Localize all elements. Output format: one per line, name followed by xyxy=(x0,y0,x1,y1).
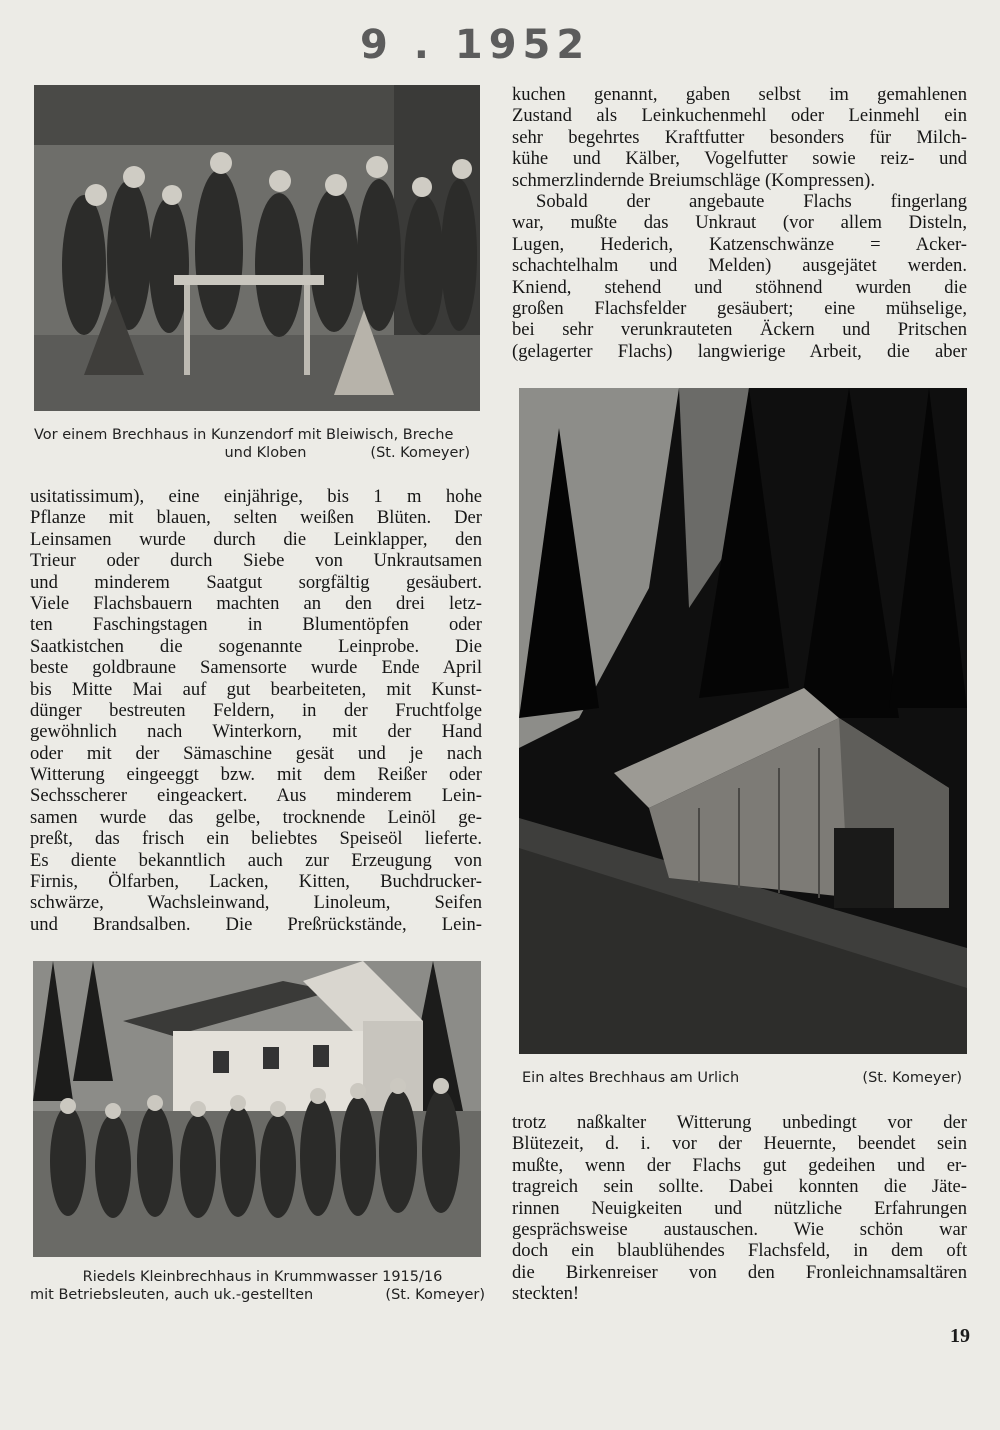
text-line: und Brandsalben. Die Preßrückstände, Lein- xyxy=(30,913,482,935)
text-line: schmerzlindernde Breiumschläge (Kompressen). xyxy=(512,169,875,191)
photo-credit: (St. Komeyer) xyxy=(862,1070,962,1086)
text-line: dünger bestreuten Feldern, in der Fruchtfolge xyxy=(30,699,482,721)
photo-credit: (St. Komeyer) xyxy=(370,445,470,461)
text-line: Pflanze mit blauen, selten weißen Blüten. Der xyxy=(30,507,482,529)
text-line: die Birkenreiser von den Fronleichnamsaltären xyxy=(512,1261,967,1283)
text-line: rinnen Neuigkeiten und nützliche Erfahrungen xyxy=(512,1197,967,1219)
text-line: Lugen, Hederich, Katzenschwänze = Acker- xyxy=(512,233,967,255)
caption-brechhaus-kunzendorf xyxy=(34,426,480,462)
text-line: (gelagerter Flachs) langwierige Arbeit, die aber xyxy=(512,340,967,362)
text-line: bei sehr verunkrauteten Äckern und Pritschen xyxy=(512,319,967,341)
text-line: Firnis, Ölfarben, Lacken, Kitten, Buchdrucker- xyxy=(30,871,482,893)
text-line: und minderem Saatgut sorgfältig gesäubert. xyxy=(30,571,482,593)
text-line: Saatkistchen die sogenannte Leinprobe. Die xyxy=(30,635,482,657)
text-column-right-top xyxy=(512,84,967,362)
text-line: gesprächsweise austauschen. Wie schön war xyxy=(512,1218,967,1240)
text-line: Sechsscherer eingeackert. Aus minderem Lein- xyxy=(30,785,482,807)
text-line: war, mußte das Unkraut (vor allem Disteln, xyxy=(512,212,967,234)
text-line: Zustand als Leinkuchenmehl oder Leinmehl ein xyxy=(512,105,967,127)
text-line: Blütezeit, d. i. vor der Heuernte, beendet sein xyxy=(512,1133,967,1155)
text-column-right-bottom xyxy=(512,1112,967,1305)
text-line: oder mit der Sämaschine gesät und je nach xyxy=(30,742,482,764)
text-line: Leinsamen wurde durch die Leinklapper, den xyxy=(30,528,482,550)
text-line: Viele Flachsbauern machten an den drei letz- xyxy=(30,592,482,614)
text-line: Es diente bekanntlich auch zur Erzeugung von xyxy=(30,849,482,871)
text-line: ten Faschingstagen in Blumentöpfen oder xyxy=(30,614,482,636)
text-line: tragreich sein sollte. Dabei konnten die Jäte- xyxy=(512,1176,967,1198)
text-line: schachtelhalm und Melden) ausgejätet werden. xyxy=(512,255,967,277)
text-line: großen Flachsfelder gesäubert; eine mühselige, xyxy=(512,297,967,319)
text-line: Witterung eingeeggt bzw. mit dem Reißer oder xyxy=(30,764,482,786)
text-line: Sobald der angebaute Flachs fingerlang xyxy=(536,190,967,212)
caption-line: Ein altes Brechhaus am Urlich xyxy=(522,1070,740,1086)
page-number: 19 xyxy=(950,1325,970,1347)
caption-brechhaus-urlich xyxy=(522,1069,962,1087)
text-line: schwärze, Wachsleinwand, Linoleum, Seifen xyxy=(30,892,482,914)
caption-line: Riedels Kleinbrechhaus in Krummwasser 1915/16 xyxy=(82,1269,443,1285)
text-line: mußte, wenn der Flachs gut gedeihen und er- xyxy=(512,1154,967,1176)
text-line: preßt, das frisch ein beliebtes Speiseöl lieferte. xyxy=(30,828,482,850)
text-line: samen wurde das gelbe, trocknende Leinöl ge- xyxy=(30,806,482,828)
photo-brechhaus-kunzendorf xyxy=(34,85,480,411)
text-line: Kniend, stehend und stöhnend wurden die xyxy=(512,276,967,298)
text-line: steckten! xyxy=(512,1283,580,1305)
text-line: Trieur oder durch Siebe von Unkrautsamen xyxy=(30,550,482,572)
text-line: kühe und Kälber, Vogelfutter sowie reiz- und xyxy=(512,148,967,170)
text-line: doch ein blaublühendes Flachsfeld, in dem oft xyxy=(512,1240,967,1262)
caption-line: mit Betriebsleuten, auch uk.-gestellten xyxy=(30,1287,314,1303)
text-line: trotz naßkalter Witterung unbedingt vor der xyxy=(512,1112,967,1133)
photo-credit: (St. Komeyer) xyxy=(385,1287,485,1303)
photo-riedels-kleinbrechhaus xyxy=(33,961,481,1257)
photo-brechhaus-urlich xyxy=(519,388,967,1054)
text-column-left-middle xyxy=(30,486,482,935)
archive-year-stamp: 9 . 1952 xyxy=(360,22,591,68)
caption-line: Vor einem Brechhaus in Kunzendorf mit Bleiwisch, Breche xyxy=(34,427,454,443)
text-line: gewöhnlich nach Winterkorn, mit der Hand xyxy=(30,721,482,743)
text-line: beste goldbraune Samensorte wurde Ende April xyxy=(30,657,482,679)
text-line: kuchen genannt, gaben selbst im gemahlenen xyxy=(512,84,967,105)
caption-riedels-kleinbrechhaus xyxy=(30,1268,485,1304)
text-line: sehr begehrtes Kraftfutter besonders für Milch- xyxy=(512,126,967,148)
text-line: bis Mitte Mai auf gut bearbeiteten, mit Kunst- xyxy=(30,678,482,700)
caption-line: und Kloben xyxy=(224,445,307,461)
text-line: usitatissimum), eine einjährige, bis 1 m hohe xyxy=(30,486,482,507)
